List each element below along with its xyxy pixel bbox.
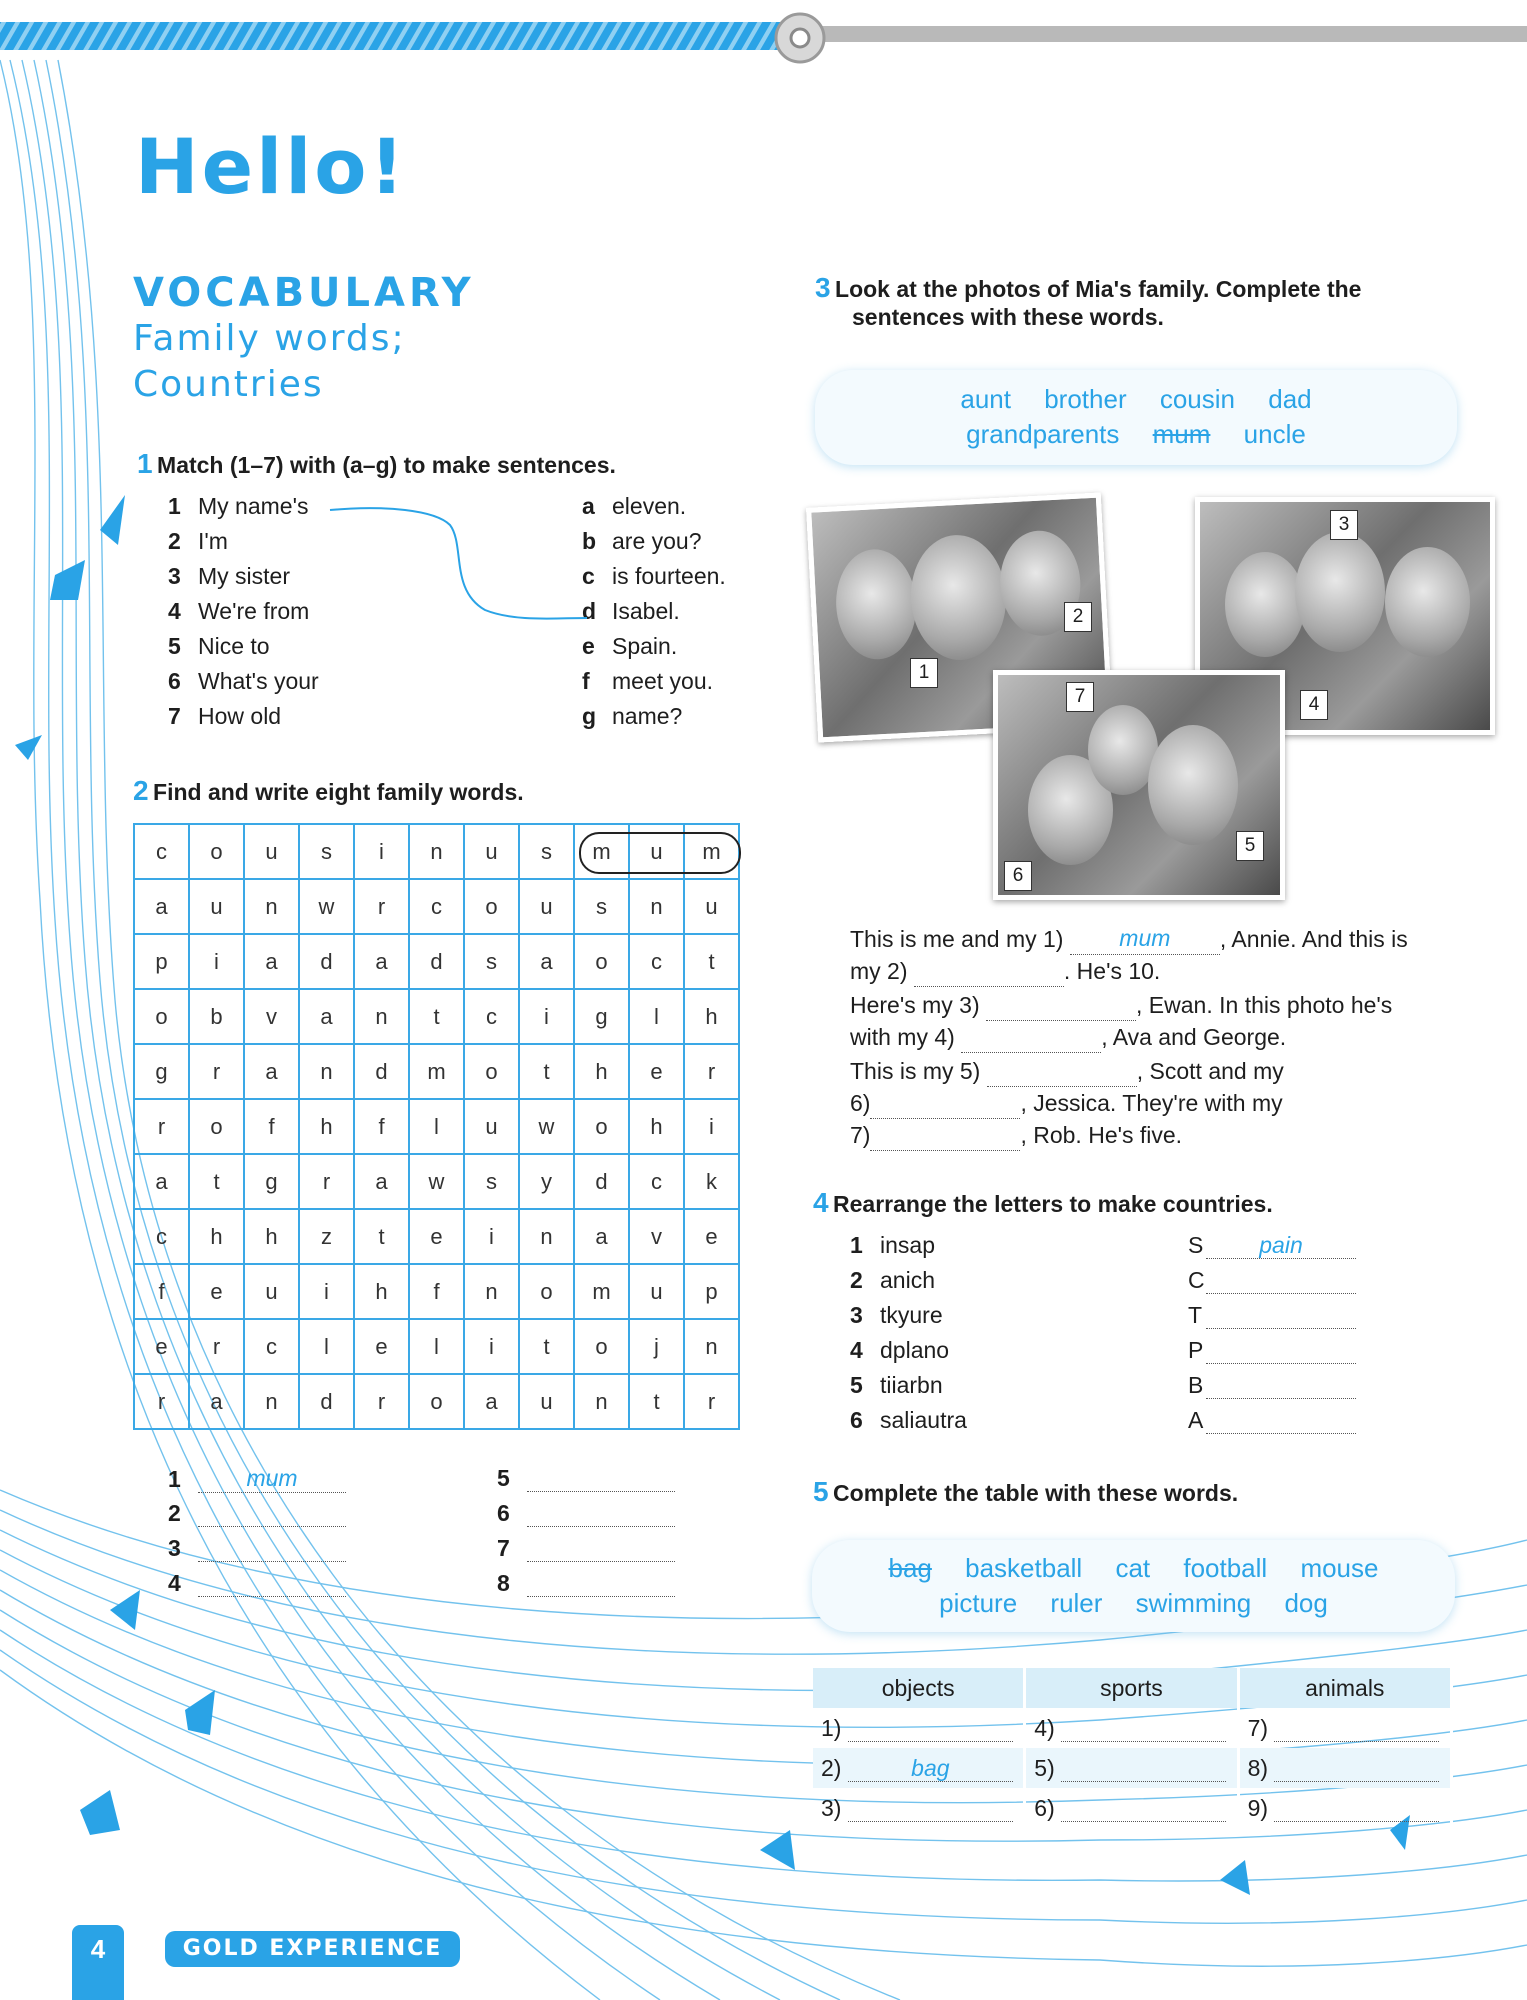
section-subtitle-line2: Countries bbox=[133, 364, 324, 405]
list-item: 3 tkyure T bbox=[850, 1302, 1370, 1337]
grid-cell[interactable]: i bbox=[354, 824, 409, 879]
grid-cell[interactable]: a bbox=[134, 1154, 189, 1209]
scrambled-word: saliautra bbox=[880, 1407, 967, 1433]
grid-cell[interactable]: e bbox=[354, 1319, 409, 1374]
grid-cell[interactable]: r bbox=[684, 1044, 739, 1099]
word-box bbox=[812, 1540, 1455, 1632]
word-chip: ruler bbox=[1050, 1588, 1103, 1618]
grid-cell[interactable]: f bbox=[244, 1099, 299, 1154]
grid-cell[interactable]: m bbox=[574, 1264, 629, 1319]
list-item: c is fourteen. bbox=[582, 563, 726, 589]
grid-cell[interactable]: u bbox=[244, 1264, 299, 1319]
answer-row: 3 bbox=[168, 1535, 346, 1570]
grid-cell[interactable]: u bbox=[189, 879, 244, 934]
grid-cell[interactable]: d bbox=[354, 1044, 409, 1099]
grid-cell[interactable]: f bbox=[134, 1264, 189, 1319]
answer-field[interactable] bbox=[1274, 1755, 1439, 1782]
answer-field[interactable] bbox=[1206, 1407, 1356, 1434]
grid-cell[interactable]: u bbox=[464, 824, 519, 879]
grid-cell[interactable]: o bbox=[574, 1099, 629, 1154]
word-chip: aunt bbox=[960, 384, 1011, 414]
table-cell: 3) bbox=[813, 1788, 1025, 1828]
answer-field[interactable] bbox=[198, 1500, 346, 1527]
grid-cell[interactable]: h bbox=[354, 1264, 409, 1319]
grid-cell[interactable]: o bbox=[464, 879, 519, 934]
grid-cell[interactable]: c bbox=[629, 934, 684, 989]
table-cell: 7) bbox=[1238, 1708, 1451, 1748]
grid-cell[interactable]: o bbox=[464, 1044, 519, 1099]
grid-cell[interactable]: g bbox=[244, 1154, 299, 1209]
exercise-instruction: Find and write eight family words. bbox=[153, 779, 524, 805]
match-line bbox=[325, 500, 595, 630]
grid-cell[interactable]: r bbox=[189, 1319, 244, 1374]
brand-label: GOLD EXPERIENCE bbox=[165, 1931, 460, 1967]
grid-cell[interactable]: c bbox=[464, 989, 519, 1044]
grid-cell[interactable]: s bbox=[464, 1154, 519, 1209]
exercise-5-header bbox=[813, 1476, 1238, 1508]
word-box bbox=[815, 370, 1457, 465]
grid-cell[interactable]: b bbox=[189, 989, 244, 1044]
grid-cell[interactable]: u bbox=[519, 879, 574, 934]
exercise-instruction: Rearrange the letters to make countries. bbox=[833, 1191, 1273, 1217]
grid-cell[interactable]: s bbox=[464, 934, 519, 989]
list-item: 3 My sister bbox=[168, 563, 290, 589]
word-chip: picture bbox=[939, 1588, 1018, 1618]
grid-cell[interactable]: i bbox=[299, 1264, 354, 1319]
grid-cell[interactable]: c bbox=[244, 1319, 299, 1374]
grid-cell[interactable]: a bbox=[299, 989, 354, 1044]
list-item: 1 My name's bbox=[168, 493, 309, 519]
page-title: Hello! bbox=[135, 122, 408, 211]
ex2-answers-right bbox=[497, 1465, 675, 1605]
word-chip: cousin bbox=[1159, 384, 1235, 414]
grid-cell[interactable]: o bbox=[519, 1264, 574, 1319]
list-item: d Isabel. bbox=[582, 598, 680, 624]
grid-cell[interactable]: r bbox=[189, 1044, 244, 1099]
answer-field[interactable]: mum bbox=[198, 1465, 346, 1493]
grid-cell[interactable]: r bbox=[134, 1374, 189, 1429]
answer-field[interactable] bbox=[527, 1500, 675, 1527]
answer-row: 6 bbox=[497, 1500, 675, 1535]
exercise-number: 2 bbox=[133, 775, 149, 806]
grid-cell[interactable]: a bbox=[244, 934, 299, 989]
grid-cell[interactable]: d bbox=[409, 934, 464, 989]
grid-cell[interactable]: f bbox=[409, 1264, 464, 1319]
exercise-1-header bbox=[137, 448, 616, 480]
ex3-text: This is me and my 1) mum , Annie. And this is my 2) . He's 10. Here's my 3) , Ewan. In this photo he's with my 4) , Ava and George. This is my 5) , Scott and my 6) , Jessica. They're with my 7) , Rob. He's five. bbox=[850, 922, 1490, 1151]
gap-field[interactable] bbox=[961, 1028, 1101, 1053]
grid-cell[interactable]: g bbox=[574, 989, 629, 1044]
grid-cell[interactable]: o bbox=[134, 989, 189, 1044]
first-letter: A bbox=[1188, 1407, 1204, 1433]
grid-cell[interactable]: p bbox=[134, 934, 189, 989]
grid-cell[interactable]: e bbox=[684, 1209, 739, 1264]
grid-cell[interactable]: n bbox=[519, 1209, 574, 1264]
grid-cell[interactable]: p bbox=[684, 1264, 739, 1319]
found-word-circle bbox=[579, 832, 741, 874]
grid-cell[interactable]: t bbox=[519, 1044, 574, 1099]
exercise-instruction-line2: sentences with these words. bbox=[852, 304, 1164, 330]
answer-field[interactable]: pain bbox=[1206, 1232, 1356, 1259]
word-chip: dad bbox=[1268, 384, 1312, 414]
grid-cell[interactable]: u bbox=[629, 824, 684, 879]
table-cell: 6) bbox=[1025, 1788, 1238, 1828]
table-row bbox=[134, 934, 739, 989]
exercise-number: 3 bbox=[815, 272, 831, 303]
answer-field[interactable] bbox=[527, 1465, 675, 1492]
grid-cell[interactable]: w bbox=[519, 1099, 574, 1154]
grid-cell[interactable]: v bbox=[244, 989, 299, 1044]
exercise-number: 5 bbox=[813, 1476, 829, 1507]
grid-cell[interactable]: a bbox=[354, 934, 409, 989]
table-cell: 2) bag bbox=[813, 1748, 1025, 1788]
grid-cell[interactable]: c bbox=[409, 879, 464, 934]
answer-field[interactable] bbox=[1061, 1755, 1226, 1782]
grid-cell[interactable]: n bbox=[299, 1044, 354, 1099]
grid-cell[interactable]: n bbox=[354, 989, 409, 1044]
grid-cell[interactable]: i bbox=[464, 1209, 519, 1264]
grid-cell[interactable]: y bbox=[519, 1154, 574, 1209]
list-item: 7 How old bbox=[168, 703, 282, 729]
grid-cell[interactable]: n bbox=[574, 1374, 629, 1429]
list-item: f meet you. bbox=[582, 668, 713, 694]
exercise-instruction: Match (1–7) with (a–g) to make sentences. bbox=[157, 452, 616, 478]
table-cell: 8) bbox=[1238, 1748, 1451, 1788]
grid-cell[interactable]: w bbox=[299, 879, 354, 934]
word-chip-used: mum bbox=[1152, 419, 1211, 449]
gap-field[interactable] bbox=[870, 1126, 1020, 1151]
grid-cell[interactable]: w bbox=[409, 1154, 464, 1209]
table-cell: 1) bbox=[813, 1708, 1025, 1748]
grid-cell[interactable]: a bbox=[354, 1154, 409, 1209]
grid-cell[interactable]: h bbox=[684, 989, 739, 1044]
photo-label: 7 bbox=[1066, 682, 1094, 712]
word-search-grid bbox=[133, 823, 740, 1430]
word-chip: grandparents bbox=[966, 419, 1120, 449]
gap-field[interactable] bbox=[870, 1094, 1020, 1119]
list-item: 2 I'm bbox=[168, 528, 228, 554]
word-chip-used: bag bbox=[888, 1553, 932, 1583]
answer-field[interactable] bbox=[848, 1715, 1013, 1742]
answer-row: 8 bbox=[497, 1570, 675, 1605]
answer-field[interactable] bbox=[527, 1535, 675, 1562]
grid-cell[interactable]: m bbox=[574, 824, 629, 879]
grid-cell[interactable]: r bbox=[299, 1154, 354, 1209]
grid-cell[interactable]: e bbox=[189, 1264, 244, 1319]
grid-cell[interactable]: d bbox=[574, 1154, 629, 1209]
list-item: 2 anich C bbox=[850, 1267, 1370, 1302]
table-row bbox=[813, 1708, 1452, 1748]
exercise-2-header bbox=[133, 775, 524, 807]
grid-cell[interactable]: u bbox=[629, 1264, 684, 1319]
first-letter: C bbox=[1188, 1267, 1205, 1293]
gap-field[interactable]: mum bbox=[1070, 922, 1220, 955]
gap-field[interactable] bbox=[986, 996, 1136, 1021]
answer-field[interactable] bbox=[527, 1570, 675, 1597]
grid-cell[interactable]: h bbox=[244, 1209, 299, 1264]
answer-row: 7 bbox=[497, 1535, 675, 1570]
grid-cell[interactable]: o bbox=[574, 934, 629, 989]
grid-cell[interactable]: c bbox=[629, 1154, 684, 1209]
word-chip: football bbox=[1183, 1553, 1268, 1583]
grid-cell[interactable]: z bbox=[299, 1209, 354, 1264]
grid-cell[interactable]: s bbox=[574, 879, 629, 934]
table-row bbox=[134, 1209, 739, 1264]
answer-row: 2 bbox=[168, 1500, 346, 1535]
grid-cell[interactable]: u bbox=[684, 879, 739, 934]
exercise-number: 4 bbox=[813, 1187, 829, 1218]
word-chip: cat bbox=[1115, 1553, 1151, 1583]
table-header-row bbox=[813, 1668, 1452, 1708]
photo-label: 3 bbox=[1330, 510, 1358, 540]
first-letter: S bbox=[1188, 1232, 1204, 1258]
word-chip: dog bbox=[1284, 1588, 1328, 1618]
grid-cell[interactable]: j bbox=[629, 1319, 684, 1374]
grid-cell[interactable]: e bbox=[134, 1319, 189, 1374]
grid-cell[interactable]: a bbox=[189, 1374, 244, 1429]
section-subtitle-line1: Family words; bbox=[133, 318, 406, 359]
answer-row: 1 mum bbox=[168, 1465, 346, 1500]
answer-row: 4 bbox=[168, 1570, 346, 1605]
gap-field[interactable] bbox=[914, 962, 1064, 987]
grid-cell[interactable]: a bbox=[464, 1374, 519, 1429]
grid-cell[interactable]: i bbox=[519, 989, 574, 1044]
grid-cell[interactable]: h bbox=[574, 1044, 629, 1099]
answer-field[interactable] bbox=[1061, 1795, 1226, 1822]
ex4-list bbox=[850, 1232, 1370, 1442]
answer-field[interactable] bbox=[1206, 1372, 1356, 1399]
scrambled-word: insap bbox=[880, 1232, 935, 1258]
grid-cell[interactable]: n bbox=[244, 1374, 299, 1429]
grid-cell[interactable]: r bbox=[134, 1099, 189, 1154]
table-row bbox=[813, 1788, 1452, 1828]
word-chip: brother bbox=[1044, 384, 1127, 414]
grid-cell[interactable]: c bbox=[134, 824, 189, 879]
table-row bbox=[134, 1319, 739, 1374]
scrambled-word: tiiarbn bbox=[880, 1372, 943, 1398]
grid-cell[interactable]: t bbox=[629, 1374, 684, 1429]
scrambled-word: anich bbox=[880, 1267, 935, 1293]
list-item: 1 insap S pain bbox=[850, 1232, 1370, 1267]
grid-cell[interactable]: a bbox=[244, 1044, 299, 1099]
grid-cell[interactable]: d bbox=[299, 1374, 354, 1429]
grid-cell[interactable]: s bbox=[519, 824, 574, 879]
ex1-left-column bbox=[168, 493, 319, 738]
grid-cell[interactable]: r bbox=[354, 879, 409, 934]
grid-cell[interactable]: l bbox=[629, 989, 684, 1044]
exercise-4-header bbox=[813, 1187, 1273, 1219]
word-chip: uncle bbox=[1243, 419, 1306, 449]
answer-field[interactable] bbox=[848, 1795, 1013, 1822]
table-cell: 4) bbox=[1025, 1708, 1238, 1748]
grid-cell[interactable]: a bbox=[134, 879, 189, 934]
grid-cell[interactable]: n bbox=[244, 879, 299, 934]
scrambled-word: dplano bbox=[880, 1337, 950, 1363]
grid-cell[interactable]: u bbox=[244, 824, 299, 879]
grid-cell[interactable]: m bbox=[684, 824, 739, 879]
table-row bbox=[134, 1044, 739, 1099]
grid-cell[interactable]: e bbox=[629, 1044, 684, 1099]
table-row bbox=[134, 1099, 739, 1154]
grid-cell[interactable]: u bbox=[519, 1374, 574, 1429]
gap-field[interactable] bbox=[987, 1062, 1137, 1087]
first-letter: B bbox=[1188, 1372, 1204, 1398]
list-item: 4 dplano P bbox=[850, 1337, 1370, 1372]
grid-cell[interactable]: o bbox=[574, 1319, 629, 1374]
column-header: sports bbox=[1025, 1668, 1238, 1708]
grid-cell[interactable]: d bbox=[299, 934, 354, 989]
grid-cell[interactable]: h bbox=[629, 1099, 684, 1154]
word-chip: swimming bbox=[1135, 1588, 1252, 1618]
ex2-answers-left bbox=[168, 1465, 346, 1605]
first-letter: P bbox=[1188, 1337, 1204, 1363]
list-item: 4 We're from bbox=[168, 598, 310, 624]
table-row bbox=[813, 1748, 1452, 1788]
family-photo-3 bbox=[993, 670, 1285, 900]
first-letter: T bbox=[1188, 1302, 1203, 1328]
table-cell: 5) bbox=[1025, 1748, 1238, 1788]
grid-cell[interactable]: e bbox=[409, 1209, 464, 1264]
list-item: e Spain. bbox=[582, 633, 678, 659]
scrambled-word: tkyure bbox=[880, 1302, 943, 1328]
answer-field[interactable]: bag bbox=[848, 1755, 1013, 1782]
grid-cell[interactable]: o bbox=[409, 1374, 464, 1429]
table-row bbox=[134, 989, 739, 1044]
categories-table bbox=[813, 1668, 1453, 1828]
photo-label: 5 bbox=[1236, 831, 1264, 861]
table-row bbox=[134, 1264, 739, 1319]
answer-row: 5 bbox=[497, 1465, 675, 1500]
grid-cell[interactable]: g bbox=[134, 1044, 189, 1099]
grid-cell[interactable]: n bbox=[629, 879, 684, 934]
page-number: 4 bbox=[72, 1925, 124, 2000]
grid-cell[interactable]: i bbox=[684, 1099, 739, 1154]
grid-cell[interactable]: l bbox=[409, 1099, 464, 1154]
word-chip: basketball bbox=[965, 1553, 1083, 1583]
grid-cell[interactable]: c bbox=[134, 1209, 189, 1264]
exercise-3-header bbox=[815, 272, 1495, 331]
grid-cell[interactable]: i bbox=[189, 934, 244, 989]
grid-cell[interactable]: t bbox=[354, 1209, 409, 1264]
answer-field[interactable] bbox=[1274, 1715, 1439, 1742]
grid-cell[interactable]: h bbox=[299, 1099, 354, 1154]
section-heading: VOCABULARY bbox=[133, 270, 475, 316]
exercise-instruction: Complete the table with these words. bbox=[833, 1480, 1239, 1506]
ex1-right-column bbox=[582, 493, 726, 738]
list-item: a eleven. bbox=[582, 493, 687, 519]
list-item: 6 saliautra A bbox=[850, 1407, 1370, 1442]
grid-cell[interactable]: r bbox=[684, 1374, 739, 1429]
column-header: objects bbox=[813, 1668, 1025, 1708]
list-item: 5 tiiarbn B bbox=[850, 1372, 1370, 1407]
grid-cell[interactable]: k bbox=[684, 1154, 739, 1209]
grid-cell[interactable]: u bbox=[464, 1099, 519, 1154]
exercise-instruction: Look at the photos of Mia's family. Complete the bbox=[835, 276, 1362, 302]
table-row bbox=[134, 879, 739, 934]
grid-cell[interactable]: n bbox=[409, 824, 464, 879]
grid-cell[interactable]: v bbox=[629, 1209, 684, 1264]
photo-label: 4 bbox=[1300, 690, 1328, 720]
list-item: 5 Nice to bbox=[168, 633, 270, 659]
answer-field[interactable] bbox=[1206, 1337, 1356, 1364]
exercise-number: 1 bbox=[137, 448, 153, 479]
grid-cell[interactable]: l bbox=[409, 1319, 464, 1374]
grid-cell[interactable]: m bbox=[409, 1044, 464, 1099]
grid-cell[interactable]: i bbox=[464, 1319, 519, 1374]
grid-cell[interactable]: l bbox=[299, 1319, 354, 1374]
grid-cell[interactable]: t bbox=[684, 934, 739, 989]
photo-label: 2 bbox=[1064, 602, 1092, 632]
grid-cell[interactable]: a bbox=[519, 934, 574, 989]
answer-field[interactable] bbox=[1061, 1715, 1226, 1742]
table-cell: 9) bbox=[1238, 1788, 1451, 1828]
answer-field[interactable] bbox=[198, 1570, 346, 1597]
answer-field[interactable] bbox=[198, 1535, 346, 1562]
grid-cell[interactable]: o bbox=[189, 1099, 244, 1154]
grid-cell[interactable]: h bbox=[189, 1209, 244, 1264]
word-chip: mouse bbox=[1300, 1553, 1379, 1583]
grid-cell[interactable]: t bbox=[189, 1154, 244, 1209]
answer-field[interactable] bbox=[1206, 1267, 1356, 1294]
answer-field[interactable] bbox=[1206, 1302, 1356, 1329]
list-item: b are you? bbox=[582, 528, 702, 554]
list-item: g name? bbox=[582, 703, 683, 729]
photo-label: 6 bbox=[1004, 861, 1032, 891]
photo-label: 1 bbox=[910, 658, 938, 688]
table-row bbox=[134, 1374, 739, 1429]
grid-cell[interactable]: r bbox=[354, 1374, 409, 1429]
table-row bbox=[134, 1154, 739, 1209]
grid-cell[interactable]: t bbox=[409, 989, 464, 1044]
grid-cell[interactable]: t bbox=[519, 1319, 574, 1374]
grid-cell[interactable]: o bbox=[189, 824, 244, 879]
grid-cell[interactable]: s bbox=[299, 824, 354, 879]
grid-cell[interactable]: a bbox=[574, 1209, 629, 1264]
list-item: 6 What's your bbox=[168, 668, 319, 694]
column-header: animals bbox=[1238, 1668, 1451, 1708]
answer-field[interactable] bbox=[1274, 1795, 1439, 1822]
grid-cell[interactable]: n bbox=[464, 1264, 519, 1319]
grid-cell[interactable]: f bbox=[354, 1099, 409, 1154]
grid-cell[interactable]: n bbox=[684, 1319, 739, 1374]
